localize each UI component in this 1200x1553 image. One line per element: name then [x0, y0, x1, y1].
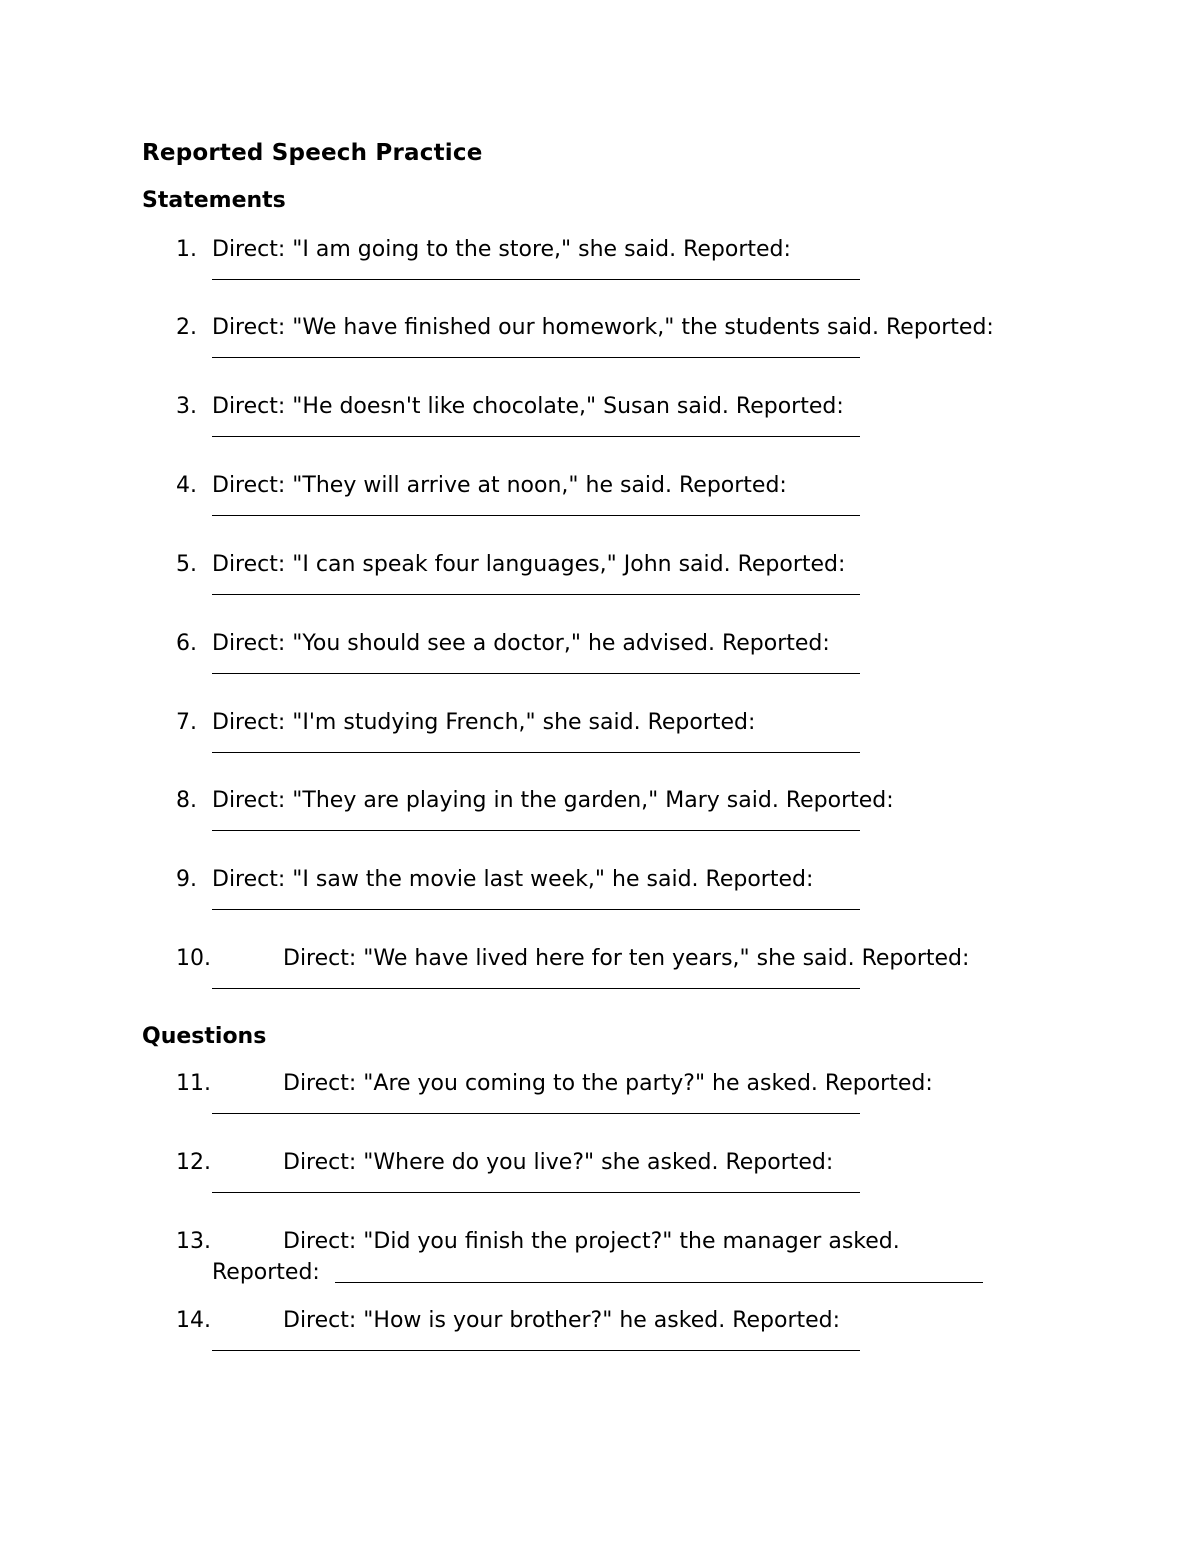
item-number: 13. — [176, 1229, 211, 1254]
item-text: Direct: "You should see a doctor," he advised. Reported: — [212, 631, 830, 656]
list-item — [0, 1227, 1200, 1297]
item-text: Direct: "We have lived here for ten years," she said. Reported: — [283, 946, 970, 971]
item-number: 3. — [176, 394, 197, 419]
item-text: Direct: "I am going to the store," she said. Reported: — [212, 237, 791, 262]
answer-line[interactable] — [212, 436, 860, 437]
list-item — [0, 313, 1200, 383]
item-number: 14. — [176, 1308, 211, 1333]
item-text: Direct: "He doesn't like chocolate," Susan said. Reported: — [212, 394, 844, 419]
item-text: Direct: "Did you finish the project?" the manager asked. — [283, 1229, 900, 1254]
item-text: Direct: "I'm studying French," she said. Reported: — [212, 710, 756, 735]
answer-line[interactable] — [212, 1192, 860, 1193]
item-number: 2. — [176, 315, 197, 340]
item-number: 9. — [176, 867, 197, 892]
answer-line[interactable] — [212, 673, 860, 674]
item-number: 7. — [176, 710, 197, 735]
answer-line[interactable] — [212, 830, 860, 831]
item-number: 10. — [176, 946, 211, 971]
list-item — [0, 786, 1200, 856]
list-item — [0, 1306, 1200, 1376]
answer-line[interactable] — [212, 988, 860, 989]
item-text: Direct: "I can speak four languages," John said. Reported: — [212, 552, 846, 577]
answer-line[interactable] — [212, 279, 860, 280]
page-title: Reported Speech Practice — [142, 140, 483, 166]
list-item — [0, 471, 1200, 541]
item-number: 12. — [176, 1150, 211, 1175]
list-item — [0, 235, 1200, 305]
answer-line[interactable] — [212, 1113, 860, 1114]
section-heading-questions: Questions — [142, 1024, 267, 1049]
list-item — [0, 708, 1200, 778]
list-item — [0, 1148, 1200, 1218]
item-text: Direct: "Where do you live?" she asked. Reported: — [283, 1150, 834, 1175]
item-text: Direct: "Are you coming to the party?" he asked. Reported: — [283, 1071, 933, 1096]
item-number: 11. — [176, 1071, 211, 1096]
answer-line[interactable] — [212, 594, 860, 595]
item-number: 6. — [176, 631, 197, 656]
list-item — [0, 1069, 1200, 1139]
list-item — [0, 550, 1200, 620]
item-text: Direct: "They are playing in the garden," Mary said. Reported: — [212, 788, 894, 813]
item-number: 4. — [176, 473, 197, 498]
answer-line[interactable] — [212, 515, 860, 516]
answer-line[interactable] — [212, 909, 860, 910]
list-item — [0, 865, 1200, 935]
item-number: 8. — [176, 788, 197, 813]
list-item — [0, 629, 1200, 699]
item-text: Direct: "They will arrive at noon," he said. Reported: — [212, 473, 787, 498]
answer-line[interactable] — [335, 1282, 983, 1283]
section-heading-statements: Statements — [142, 188, 286, 213]
answer-line[interactable] — [212, 357, 860, 358]
item-number: 5. — [176, 552, 197, 577]
list-item — [0, 392, 1200, 462]
answer-line[interactable] — [212, 1350, 860, 1351]
item-text: Direct: "How is your brother?" he asked. Reported: — [283, 1308, 841, 1333]
item-number: 1. — [176, 237, 197, 262]
list-item — [0, 944, 1200, 1014]
item-continuation: Reported: — [212, 1260, 320, 1285]
answer-line[interactable] — [212, 752, 860, 753]
item-text: Direct: "We have finished our homework," the students said. Reported: — [212, 315, 994, 340]
item-text: Direct: "I saw the movie last week," he said. Reported: — [212, 867, 814, 892]
